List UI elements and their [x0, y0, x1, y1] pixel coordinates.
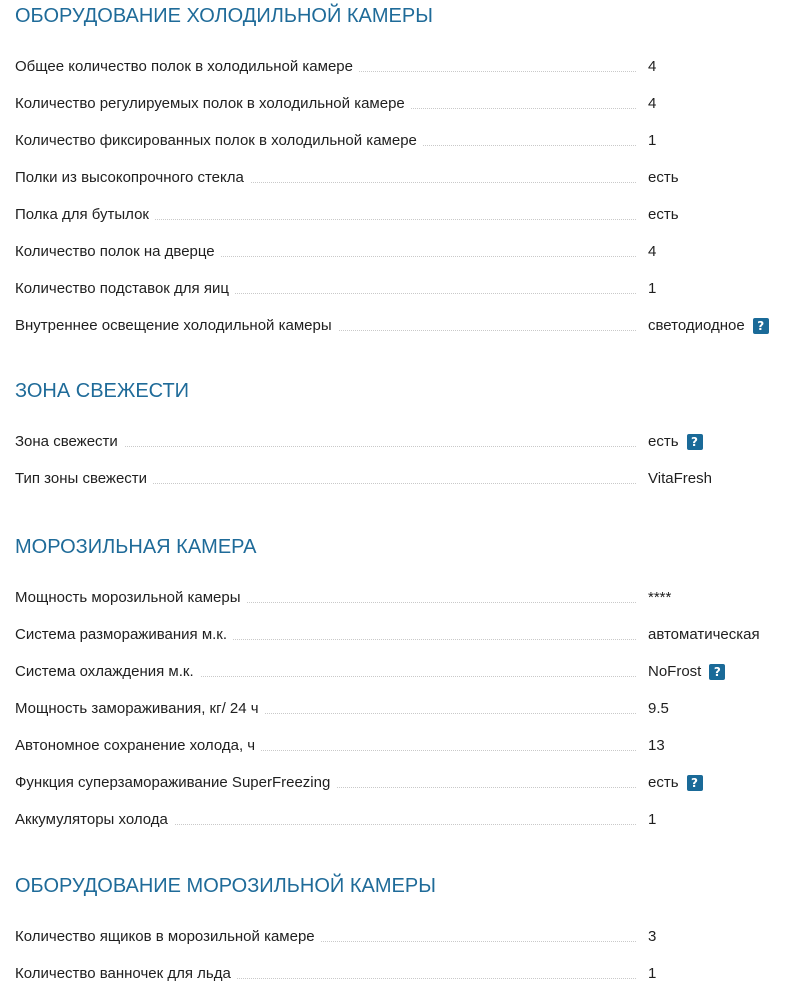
help-icon[interactable]: ? — [709, 664, 725, 680]
spec-row — [0, 766, 786, 803]
spec-value-text: 4 — [648, 95, 657, 112]
help-icon[interactable]: ? — [753, 318, 769, 334]
spec-value-text: есть — [648, 169, 679, 186]
spec-value-text: 4 — [648, 243, 657, 260]
spec-value-text: 3 — [648, 928, 657, 945]
section-freshness-zone — [0, 377, 786, 499]
spec-row — [0, 309, 786, 346]
spec-row — [0, 198, 786, 235]
spec-label: Мощность морозильной камеры — [15, 589, 247, 607]
spec-value — [648, 965, 656, 983]
spec-row — [0, 920, 786, 957]
spec-row — [0, 272, 786, 309]
spec-value — [648, 470, 712, 488]
spec-label: Общее количество полок в холодильной камере — [15, 58, 359, 76]
spec-value-text: есть — [648, 774, 679, 791]
section-fridge-equipment — [0, 2, 786, 346]
spec-label: Аккумуляторы холода — [15, 811, 174, 829]
spec-value — [648, 169, 679, 187]
spec-value-text: есть — [648, 433, 679, 450]
spec-label: Зона свежести — [15, 433, 124, 451]
spec-value — [648, 928, 656, 946]
spec-value — [648, 317, 769, 335]
spec-value — [648, 811, 656, 829]
spec-label: Внутреннее освещение холодильной камеры — [15, 317, 338, 335]
help-icon[interactable]: ? — [687, 434, 703, 450]
section-title: ЗОНА СВЕЖЕСТИ — [15, 380, 190, 402]
spec-value — [648, 206, 679, 224]
spec-value-text: светодиодное — [648, 317, 745, 334]
section-title: ОБОРУДОВАНИЕ ХОЛОДИЛЬНОЙ КАМЕРЫ — [15, 5, 433, 27]
spec-value — [648, 774, 703, 792]
spec-value-text: 4 — [648, 58, 657, 75]
spec-row — [0, 581, 786, 618]
spec-label: Количество регулируемых полок в холодильной камере — [15, 95, 411, 113]
spec-row — [0, 803, 786, 840]
spec-value — [648, 589, 671, 607]
spec-label: Количество ванночек для льда — [15, 965, 237, 983]
spec-value-text: **** — [648, 589, 672, 606]
spec-list — [0, 581, 786, 840]
spec-value-text: 1 — [648, 280, 657, 297]
spec-value — [648, 626, 760, 644]
spec-value — [648, 737, 665, 755]
spec-value-text: 9.5 — [648, 700, 669, 717]
spec-row — [0, 618, 786, 655]
spec-row — [0, 462, 786, 499]
spec-value — [648, 433, 703, 451]
spec-label: Система охлаждения м.к. — [15, 663, 200, 681]
spec-row — [0, 655, 786, 692]
spec-label: Тип зоны свежести — [15, 470, 153, 488]
spec-row — [0, 425, 786, 462]
spec-value-text: NoFrost — [648, 663, 702, 680]
spec-row — [0, 692, 786, 729]
spec-label: Количество ящиков в морозильной камере — [15, 928, 321, 946]
spec-label: Автономное сохранение холода, ч — [15, 737, 261, 755]
section-freezer-equipment — [0, 872, 786, 994]
spec-value — [648, 280, 656, 298]
spec-value-text: 1 — [648, 965, 657, 982]
spec-list — [0, 920, 786, 994]
help-icon[interactable]: ? — [687, 775, 703, 791]
spec-value — [648, 243, 656, 261]
spec-label: Мощность замораживания, кг/ 24 ч — [15, 700, 265, 718]
spec-value-text: 1 — [648, 132, 657, 149]
spec-row — [0, 235, 786, 272]
spec-value — [648, 58, 656, 76]
spec-row — [0, 161, 786, 198]
spec-row — [0, 124, 786, 161]
spec-value — [648, 95, 656, 113]
spec-row — [0, 957, 786, 994]
spec-value-text: автоматическая — [648, 626, 760, 643]
spec-value — [648, 132, 656, 150]
spec-label: Количество полок на дверце — [15, 243, 221, 261]
spec-value-text: есть — [648, 206, 679, 223]
spec-list — [0, 50, 786, 346]
spec-list — [0, 425, 786, 499]
section-title: МОРОЗИЛЬНАЯ КАМЕРА — [15, 536, 257, 558]
spec-label: Полки из высокопрочного стекла — [15, 169, 250, 187]
spec-value — [648, 700, 669, 718]
spec-label: Количество фиксированных полок в холодильной камере — [15, 132, 423, 150]
spec-label: Количество подставок для яиц — [15, 280, 235, 298]
section-freezer — [0, 533, 786, 840]
spec-value — [648, 663, 725, 681]
spec-value-text: 13 — [648, 737, 665, 754]
spec-value-text: 1 — [648, 811, 657, 828]
spec-label: Функция суперзамораживание SuperFreezing — [15, 774, 336, 792]
spec-row — [0, 729, 786, 766]
spec-label: Полка для бутылок — [15, 206, 155, 224]
spec-value-text: VitaFresh — [648, 470, 712, 487]
spec-label: Система размораживания м.к. — [15, 626, 233, 644]
spec-row — [0, 50, 786, 87]
section-title: ОБОРУДОВАНИЕ МОРОЗИЛЬНОЙ КАМЕРЫ — [15, 875, 436, 897]
spec-row — [0, 87, 786, 124]
